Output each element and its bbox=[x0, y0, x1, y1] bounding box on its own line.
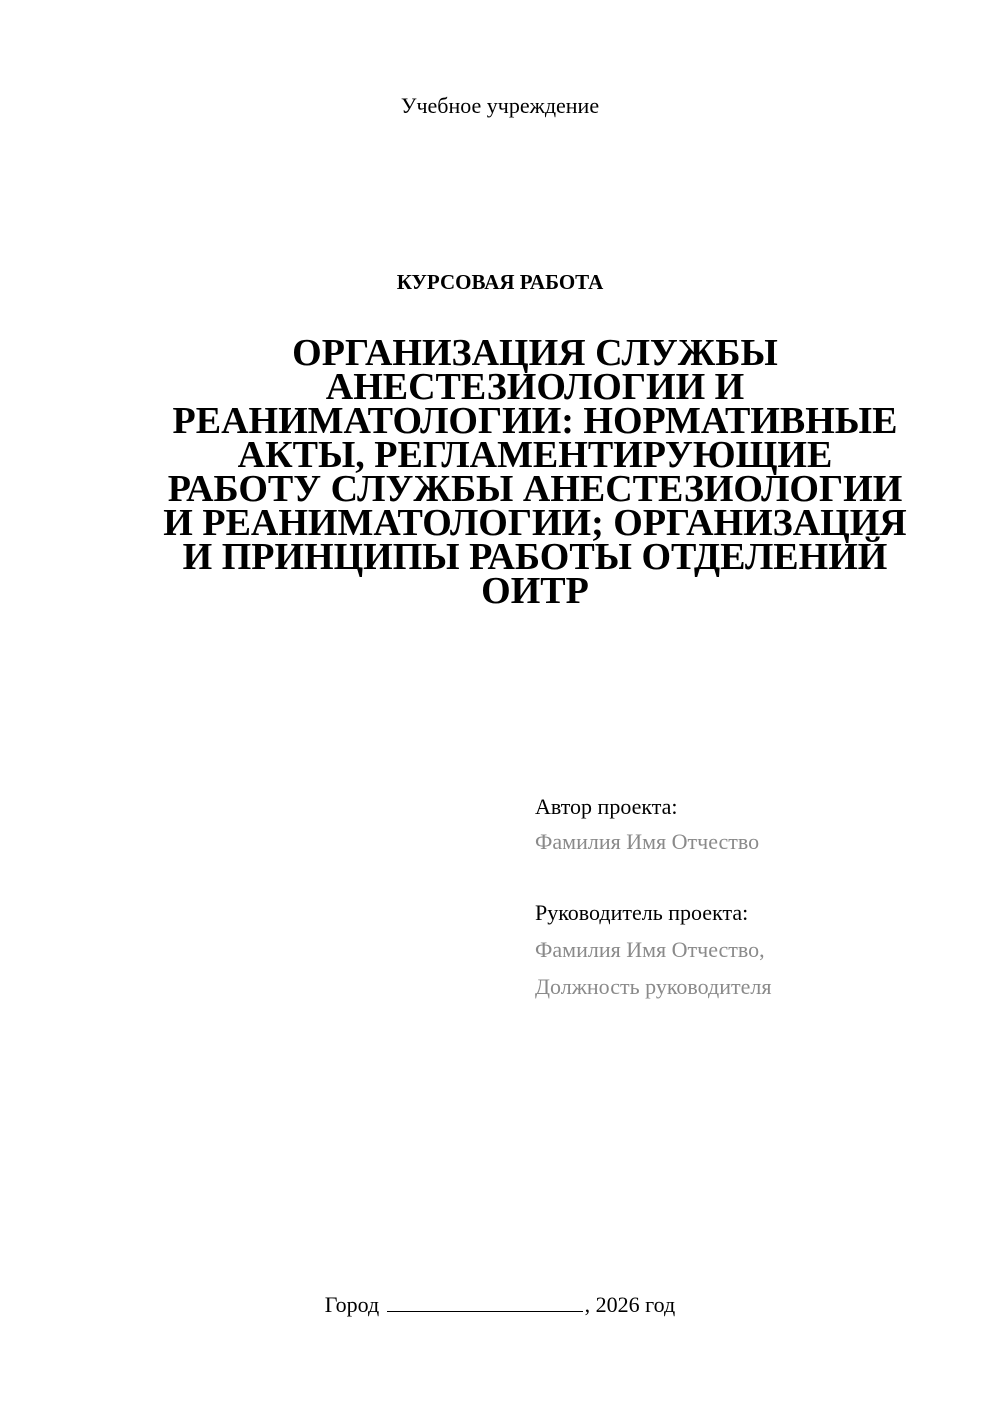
topic-line: И РЕАНИМАТОЛОГИИ; ОРГАНИЗАЦИЯ bbox=[163, 502, 907, 544]
supervisor-position: Должность руководителя bbox=[535, 974, 772, 999]
author-name: Фамилия Имя Отчество bbox=[535, 829, 760, 854]
institution-name: Учебное учреждение bbox=[400, 93, 600, 118]
topic-line: АКТЫ, РЕГЛАМЕНТИРУЮЩИЕ bbox=[237, 434, 833, 476]
topic-line: РАБОТУ СЛУЖБЫ АНЕСТЕЗИОЛОГИИ bbox=[167, 468, 903, 510]
topic-line: АНЕСТЕЗИОЛОГИИ И bbox=[325, 366, 745, 408]
work-type-heading: КУРСОВАЯ РАБОТА bbox=[396, 270, 604, 294]
footer-city-year bbox=[0, 1291, 1000, 1319]
topic-line: ОИТР bbox=[481, 570, 589, 612]
city-label: Город bbox=[324, 1292, 380, 1317]
supervisor-block bbox=[535, 894, 975, 1005]
topic-line: И ПРИНЦИПЫ РАБОТЫ ОТДЕЛЕНИЙ bbox=[182, 536, 888, 578]
author-label: Автор проекта: bbox=[535, 794, 678, 819]
author-block bbox=[535, 789, 975, 859]
supervisor-label: Руководитель проекта: bbox=[535, 900, 749, 925]
year-text: , 2026 год bbox=[584, 1292, 676, 1317]
supervisor-name: Фамилия Имя Отчество, bbox=[535, 937, 765, 962]
topic-line: РЕАНИМАТОЛОГИИ: НОРМАТИВНЫЕ bbox=[172, 400, 898, 442]
topic-line: ОРГАНИЗАЦИЯ СЛУЖБЫ bbox=[292, 332, 778, 374]
city-blank-line bbox=[387, 1293, 583, 1312]
topic-title bbox=[150, 332, 920, 612]
